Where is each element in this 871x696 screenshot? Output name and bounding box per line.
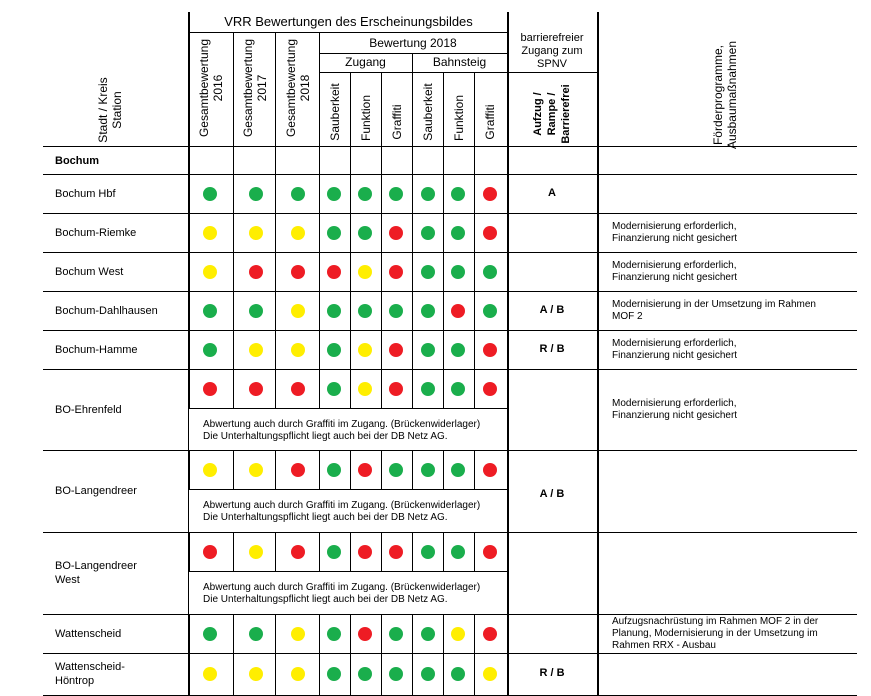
rating-dot [291,382,305,396]
station-header: Stadt / Kreis Station [96,77,124,143]
rating-dot [358,226,372,240]
graffiti-note: Abwertung auch durch Graffiti im Zugang. (Brückenwiderlager) Die Unterhaltungspflicht liegt auch bei der DB Netz AG. [203,419,481,442]
rating-dot [451,667,465,681]
rating-dot [358,304,372,318]
rating-dot [291,187,305,201]
rating-dot [327,343,341,357]
rating-dot [389,627,403,641]
rating-dot [421,265,435,279]
rating-dot [358,627,372,641]
rating-dot [291,226,305,240]
rating-dot [451,545,465,559]
foerder-header: Förderprogramme, Ausbaumaßnahmen [711,40,739,150]
section-label: Bochum [55,155,99,167]
station-name: Bochum Hbf [55,187,116,200]
rating-dot [291,265,305,279]
rating-dot [203,343,217,357]
rating-dot [389,187,403,201]
rating-dot [451,226,465,240]
rating-dot [358,265,372,279]
rating-dot [451,304,465,318]
graffiti-bahnsteig-header: Graffiti [483,104,497,140]
station-name: Bochum-Riemke [55,226,137,239]
row-line [43,252,857,253]
rating-dot [451,382,465,396]
rating-dot [203,265,217,279]
rating-dot [358,463,372,477]
rating-dot [291,463,305,477]
rating-dot [249,463,263,477]
rating-dot [291,627,305,641]
rating-dot [327,187,341,201]
rating-dot [483,304,497,318]
rating-dot [358,187,372,201]
access-code: A / B [539,303,565,316]
graffiti-note: Abwertung auch durch Graffiti im Zugang. (Brückenwiderlager) Die Unterhaltungspflicht liegt auch bei der DB Netz AG. [203,582,481,605]
header-line [43,174,857,175]
rating-dot [249,265,263,279]
station-name: BO-Langendreer West [55,560,137,586]
rating-dot [389,265,403,279]
rating-dot [327,382,341,396]
column-divider [597,12,599,695]
row-line [43,369,857,370]
access-code: A [548,186,556,199]
rating-dot [483,382,497,396]
rating-dot [483,463,497,477]
rating-dot [249,382,263,396]
zugang-header: Zugang [345,55,386,69]
rating-dot [327,463,341,477]
rating-dot [389,304,403,318]
rating-dot [483,226,497,240]
ges2018-header: Gesamtbewertung 2018 [284,38,312,138]
rating-dot [203,667,217,681]
rating-dot [421,226,435,240]
rating-dot [203,463,217,477]
remark-text: Modernisierung erforderlich, Finanzierung nicht gesichert [612,337,738,361]
rating-dot [203,226,217,240]
rating-dot [389,463,403,477]
station-name: Wattenscheid [55,627,122,640]
rating-dot [421,187,435,201]
graffiti-zugang-header: Graffiti [390,104,404,140]
aufzug-rampe-header: Aufzug / Rampe / Barrierefrei [532,84,572,144]
rating-dot [291,667,305,681]
rating-dot [483,667,497,681]
vrr-title: VRR Bewertungen des Erscheinungsbildes [224,14,473,29]
rating-dot [358,545,372,559]
rating-dot [249,304,263,318]
rating-dot [203,187,217,201]
rating-dot [389,226,403,240]
rating-dot [483,265,497,279]
graffiti-note: Abwertung auch durch Graffiti im Zugang. (Brückenwiderlager) Die Unterhaltungspflicht liegt auch bei der DB Netz AG. [203,500,481,523]
rating-dot [249,545,263,559]
row-line [43,330,857,331]
header-line [188,32,507,33]
rating-dot [389,667,403,681]
rating-dot [483,545,497,559]
header-line [319,53,507,54]
row-line [43,291,857,292]
access-code: R / B [539,667,565,679]
row-line [43,532,857,533]
rating-dot [421,463,435,477]
row-line [43,213,857,214]
rating-dot [249,226,263,240]
rating-dot [203,304,217,318]
ges2017-header: Gesamtbewertung 2017 [241,38,269,138]
barrierefrei-header: barrierefreier Zugang zum SPNV [520,32,584,70]
rating-dot [203,627,217,641]
rating-dot [327,545,341,559]
header-line [319,72,597,73]
rating-dot [203,545,217,559]
rating-dot [291,304,305,318]
rating-dot [451,463,465,477]
rating-dot [389,343,403,357]
rating-dot [291,343,305,357]
access-code: R / B [539,342,565,355]
rating-dot [358,382,372,396]
rating-dot [421,382,435,396]
rating-dot [389,382,403,396]
rating-dot [249,187,263,201]
rating-dot [421,304,435,318]
rating-dot [421,545,435,559]
rating-dot [327,667,341,681]
remark-text: Modernisierung erforderlich, Finanzierung nicht gesichert [612,397,738,421]
remark-text: Modernisierung erforderlich, Finanzierung nicht gesichert [612,220,738,244]
rating-dot [249,667,263,681]
station-name: BO-Ehrenfeld [55,403,122,416]
sauberkeit-zugang-header: Sauberkeit [328,83,342,141]
rating-dot [451,187,465,201]
rating-dot [291,545,305,559]
rating-dot [483,187,497,201]
rating-dot [451,343,465,357]
rating-dot [327,304,341,318]
rating-dot [358,343,372,357]
rating-dot [358,667,372,681]
bewertung-2018-header: Bewertung 2018 [369,36,457,50]
access-code: A / B [539,488,565,500]
row-line [43,450,857,451]
sauberkeit-bahnsteig-header: Sauberkeit [421,83,435,141]
station-name: Bochum-Hamme [55,343,138,356]
bahnsteig-header: Bahnsteig [432,55,487,69]
funktion-bahnsteig-header: Funktion [452,94,466,142]
rating-dot [451,265,465,279]
rating-dot [451,627,465,641]
station-name: Wattenscheid- Höntrop [55,661,125,687]
station-name: BO-Langendreer [55,485,137,497]
rating-dot [203,382,217,396]
rating-dot [421,627,435,641]
remark-text: Modernisierung erforderlich, Finanzierung nicht gesichert [612,259,738,283]
remark-text: Aufzugsnachrüstung im Rahmen MOF 2 in der Planung, Modernisierung in der Umsetzung im Rahmen RRX - Ausbau [612,615,819,651]
remark-text: Modernisierung in der Umsetzung im Rahmen MOF 2 [612,298,816,322]
rating-dot [327,265,341,279]
rating-dot [421,343,435,357]
rating-dot [483,343,497,357]
ges2016-header: Gesamtbewertung 2016 [197,38,225,138]
row-line [43,653,857,654]
rating-dot [483,627,497,641]
rating-dot [421,667,435,681]
rating-dot [327,226,341,240]
rating-dot [249,627,263,641]
rating-dot [327,627,341,641]
rating-dot [249,343,263,357]
rating-dot [389,545,403,559]
station-name: Bochum West [55,265,124,278]
funktion-zugang-header: Funktion [359,94,373,142]
station-name: Bochum-Dahlhausen [55,304,158,317]
